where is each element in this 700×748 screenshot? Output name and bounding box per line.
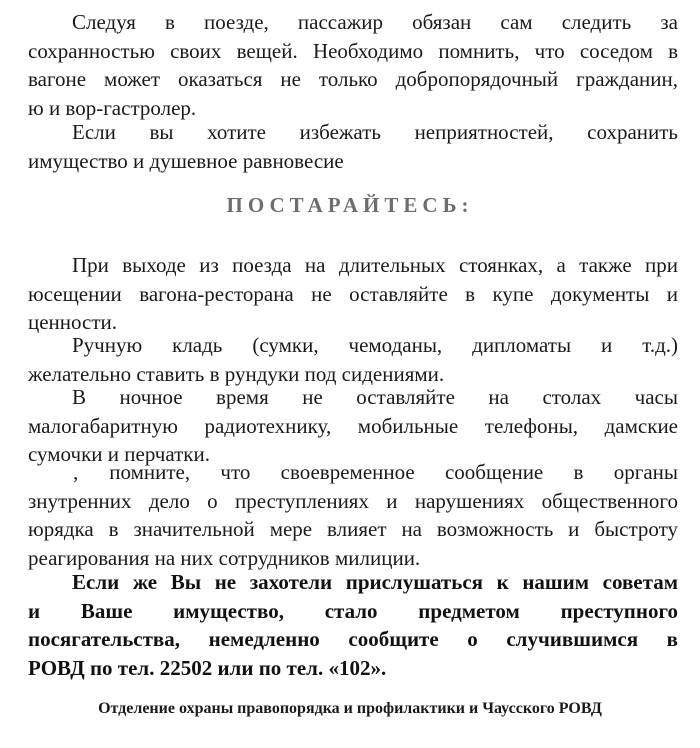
- text-line: сумочки и перчатки.: [28, 442, 210, 466]
- text-line: РОВД по тел. 22502 или по тел. «102».: [28, 655, 387, 680]
- text-line: юрядка в значительной мере влияет на возможность и быстроту: [28, 517, 678, 541]
- text-line: Следуя в поезде, пассажир обязан сам следить за: [72, 10, 678, 34]
- text-line: Если же Вы не захотели прислушаться к нашим советам: [72, 570, 678, 594]
- text-line: ‚ помните, что своевременное сообщение в органы: [72, 460, 678, 484]
- text-line: имущество и душевное равновесие: [28, 148, 344, 173]
- intro-paragraph-2: [28, 118, 678, 175]
- text-line: реагирования на них сотрудников милиции.: [28, 545, 421, 570]
- text-line: и Ваше имущество, стало предметом преступного: [28, 598, 678, 623]
- intro-paragraph-1: [28, 8, 678, 122]
- text-line: ю и вор-гастролер.: [28, 95, 197, 120]
- text-line: вагоне может оказаться не только добропорядочный гражданин,: [28, 67, 678, 91]
- advice-paragraph-3: [28, 383, 678, 469]
- warning-paragraph: [28, 568, 678, 682]
- text-line: юсещении вагона-ресторана не оставляйте в купе документы и: [28, 281, 678, 306]
- footer-signature: Отделение охраны правопорядка и профилактики и Чаусского РОВД: [98, 700, 602, 717]
- notice-heading: ПОСТАРАЙТЕСЬ:: [226, 193, 474, 217]
- text-line: ценности.: [28, 310, 118, 334]
- text-line: Если вы хотите избежать неприятностей, сохранить: [72, 120, 678, 144]
- text-line: желательно ставить в рундуки под сидениями.: [28, 361, 445, 386]
- advice-paragraph-4: [28, 458, 678, 572]
- advice-paragraph-2: [28, 331, 678, 388]
- text-line: сохранностью своих вещей. Необходимо помнить, что соседом в: [28, 38, 678, 63]
- text-line: При выходе из поезда на длительных стоянках, а также при: [72, 253, 678, 277]
- advice-paragraph-1: [28, 251, 678, 337]
- text-line: малогабаритную радиотехнику, мобильные телефоны, дамские: [28, 413, 678, 438]
- text-line: В ночное время не оставляйте на столах часы: [72, 385, 678, 409]
- text-line: знутренних дело о преступлениях и нарушениях общественного: [28, 488, 678, 513]
- text-line: посягательства, немедленно сообщите о случившимся в: [28, 627, 678, 651]
- text-line: Ручную кладь (сумки, чемоданы, дипломаты и т.д.): [72, 333, 678, 357]
